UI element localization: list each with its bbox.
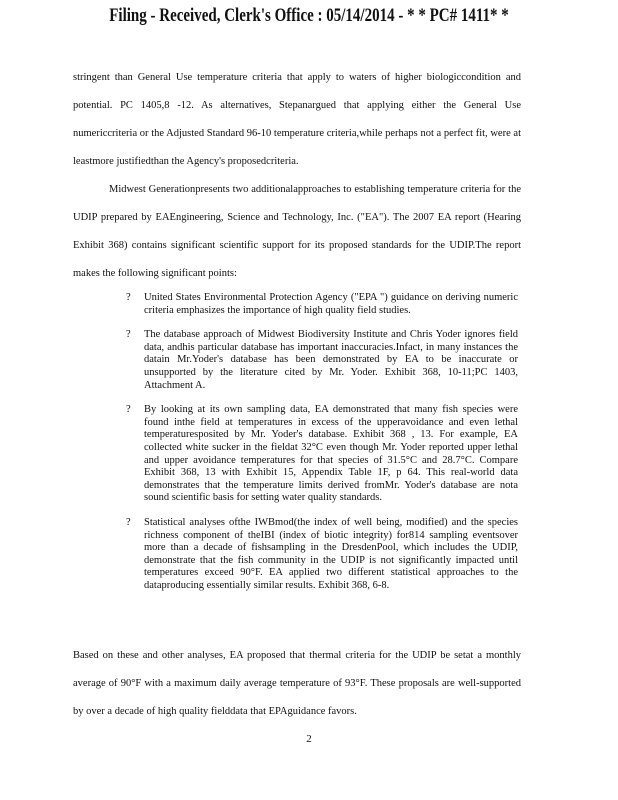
list-item (126, 517, 518, 593)
paragraph-1: stringent than General Use temperature criteria that apply to waters of higher biologiccondition and potential. PC 1405,8 -12. As alternatives, Stepanargued that applying either the General Use numericcriteria or the Adjusted Standard 96-10 temperature criteria,while perhaps not a perfect fit, were at leastmore justifiedthan the Agency's proposedcriteria. (73, 72, 521, 167)
list-item (126, 292, 518, 317)
page-number: 2 (306, 733, 312, 745)
bullet-text: United States Environmental Protection Agency ("EPA ") guidance on deriving numeric criteria emphasizes the importance of high quality field studies. (144, 292, 518, 316)
paragraph-2: Midwest Generationpresents two additionalapproaches to establishing temperature criteria for the UDIP prepared by EAEngineering, Science and Technology, Inc. ("EA"). The 2007 EA report (Hearing Exhibit 368) contains significant scientific support for its proposed standards for the UDIP.The report makes the following significant points: (73, 184, 521, 279)
filing-header: Filing - Received, Clerk's Office : 05/14/2014 - * * PC# 1411* * (109, 6, 509, 26)
bullet-mark: ? (126, 292, 131, 303)
bullet-text: Statistical analyses ofthe IWBmod(the index of well being, modified) and the species richness component of theIBI (index of biotic integrity) for814 sampling eventsover more than a decade of fishsampling in the DresdenPool, which includes the UDIP, demonstrate that the fish community in the UDIP is not significantly impacted until temperatures exceed 90°F. EA applied two different statistical approaches to the dataproducing essentially similar results. Exhibit 368, 6-8. (144, 516, 518, 591)
list-item (126, 329, 518, 392)
bullet-list (126, 292, 518, 604)
bullet-text: By looking at its own sampling data, EA demonstrated that many fish species were found inthe field at temperatures in excess of the upperavoidance and even lethal temperaturesposited by Mr. Yoder's database. Exhibit 368 , 13. For example, EA collected white sucker in the fieldat 32°C even though Mr. Yoder reported upper lethal and upper avoidance temperatures for that species of 31.5°C and 28.7°C. Compare Exhibit 368, 13 with Exhibit 15, Appendix Table 1F, p 64. This real-world data demonstrates that the temperature limits derived fromMr. Yoder's database are nota sound scientific basis for setting water quality standards. (144, 404, 518, 504)
list-item (126, 404, 518, 505)
bullet-text: The database approach of Midwest Biodiversity Institute and Chris Yoder ignores field data, andhis particular database has important inaccuracies.Infact, in many instances the datain Mr.Yoder's database has been demonstrated by EA to be inaccurate or unsupported by the literature cited by Mr. Yoder. Exhibit 368, 10-11;PC 1403, Attachment A. (144, 329, 518, 391)
paragraph-3: Based on these and other analyses, EA proposed that thermal criteria for the UDIP be setat a monthly average of 90°F with a maximum daily average temperature of 93°F. These proposals are well-supported by over a decade of high quality fielddata that EPAguidance favors. (73, 650, 521, 717)
bullet-mark: ? (126, 516, 131, 528)
bullet-mark: ? (126, 404, 131, 416)
bullet-mark: ? (126, 329, 131, 341)
